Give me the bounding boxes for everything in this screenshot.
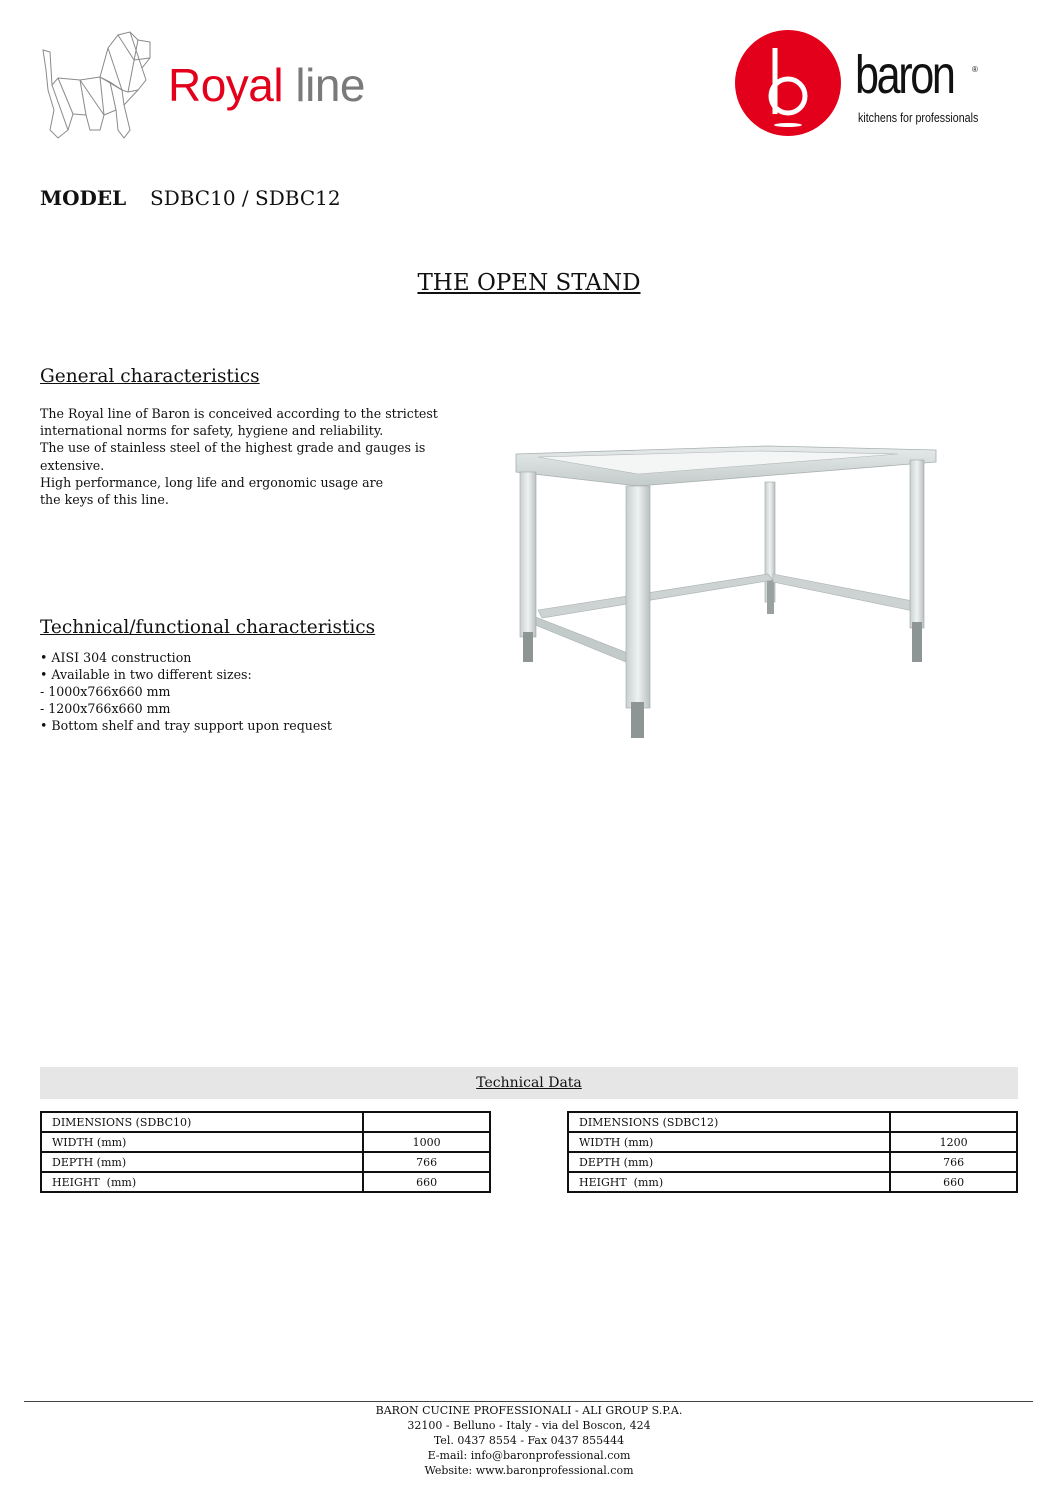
lion-emblem-icon xyxy=(38,30,158,142)
table-cell-value xyxy=(363,1112,490,1132)
general-line: extensive. xyxy=(40,457,105,473)
general-line: the keys of this line. xyxy=(40,492,169,508)
baron-tagline: kitchens for professionals xyxy=(858,110,979,125)
list-item: • Available in two different sizes: xyxy=(40,667,252,682)
royal-logo-word1: Royal xyxy=(168,59,284,111)
table-cell-label: WIDTH (mm) xyxy=(568,1132,890,1152)
table-row xyxy=(41,1112,490,1132)
table-cell-value: 766 xyxy=(890,1152,1017,1172)
general-line: The Royal line of Baron is conceived according to the strictest xyxy=(40,406,438,421)
footer-address: 32100 - Belluno - Italy - via del Boscon, 424 xyxy=(407,1419,651,1432)
footer-email: E-mail: info@baronprofessional.com xyxy=(427,1449,631,1462)
table-row xyxy=(41,1132,490,1152)
page-title-text: THE OPEN STAND xyxy=(417,270,641,296)
table-cell-label: HEIGHT (mm) xyxy=(568,1172,890,1192)
table-cell-value: 660 xyxy=(890,1172,1017,1192)
table-cell-label: DEPTH (mm) xyxy=(568,1152,890,1172)
registered-mark: ® xyxy=(972,65,978,74)
general-line: The use of stainless steel of the highest grade and gauges is xyxy=(40,440,426,456)
footer-company: BARON CUCINE PROFESSIONALI - ALI GROUP S.P.A. xyxy=(375,1404,683,1417)
list-item: • AISI 304 construction xyxy=(40,650,192,665)
table-row xyxy=(41,1172,490,1192)
table-cell-value: 660 xyxy=(363,1172,490,1192)
model-value: SDBC10 / SDBC12 xyxy=(150,186,341,210)
general-line: High performance, long life and ergonomic usage are xyxy=(40,474,384,490)
page-title xyxy=(0,270,1058,296)
technical-data-title xyxy=(40,1075,1018,1091)
general-line: international norms for safety, hygiene and reliability. xyxy=(40,423,384,439)
technical-data-title-text: Technical Data xyxy=(476,1075,582,1091)
table-cell-label: DIMENSIONS (SDBC12) xyxy=(568,1112,890,1132)
table-cell-label: DEPTH (mm) xyxy=(41,1152,363,1172)
table-cell-value: 1000 xyxy=(363,1132,490,1152)
table-cell-label: DIMENSIONS (SDBC10) xyxy=(41,1112,363,1132)
table-row xyxy=(568,1132,1017,1152)
table-cell-value: 1200 xyxy=(890,1132,1017,1152)
list-item: - 1200x766x660 mm xyxy=(40,701,171,716)
technical-characteristics-list xyxy=(40,649,332,734)
royal-line-logo xyxy=(168,59,365,111)
general-characteristics-text xyxy=(40,405,460,508)
list-item: - 1000x766x660 mm xyxy=(40,684,171,699)
footer-website: Website: www.baronprofessional.com xyxy=(424,1464,634,1477)
table-cell-value: 766 xyxy=(363,1152,490,1172)
royal-logo-word2: line xyxy=(295,59,365,111)
model-label: MODEL xyxy=(40,186,127,210)
table-cell-value xyxy=(890,1112,1017,1132)
table-row xyxy=(41,1152,490,1172)
baron-b-icon xyxy=(735,30,841,136)
technical-characteristics-heading: Technical/functional characteristics xyxy=(40,617,376,638)
list-item: • Bottom shelf and tray support upon request xyxy=(40,718,332,733)
general-characteristics-heading: General characteristics xyxy=(40,366,260,387)
table-row xyxy=(568,1112,1017,1132)
baron-wordmark: baron xyxy=(855,45,954,105)
footer-phone: Tel. 0437 8554 - Fax 0437 855444 xyxy=(433,1434,625,1447)
baron-logo-mark xyxy=(735,30,841,136)
table-row xyxy=(568,1172,1017,1192)
footer-divider xyxy=(24,1401,1033,1402)
open-stand-product-image xyxy=(498,432,943,744)
footer xyxy=(0,1403,1058,1478)
dimensions-table-sdbc10 xyxy=(40,1111,491,1193)
table-cell-label: HEIGHT (mm) xyxy=(41,1172,363,1192)
table-cell-label: WIDTH (mm) xyxy=(41,1132,363,1152)
dimensions-table-sdbc12 xyxy=(567,1111,1018,1193)
table-row xyxy=(568,1152,1017,1172)
